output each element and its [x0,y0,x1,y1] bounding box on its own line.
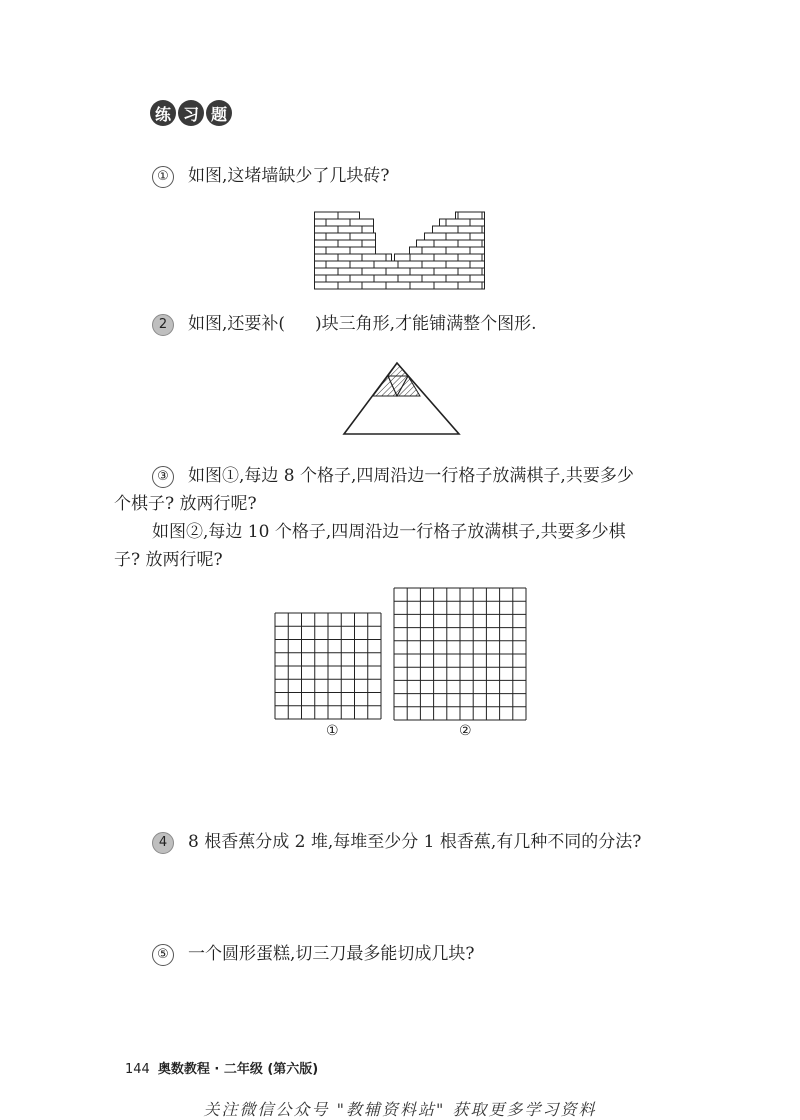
exercise-header [150,100,232,126]
question-text-pre: 如图,还要补( [188,314,286,334]
shaded-triangle [388,363,408,376]
book-title: 奥数教程 · 二年级 (第六版) [157,1062,319,1077]
question-3 [114,462,712,574]
question-1 [152,165,390,188]
question-number: ⑤ [152,944,174,966]
question-text: 个棋子? 放两行呢? [114,494,257,514]
question-text-post: )块三角形,才能铺满整个图形. [315,314,537,334]
grid-figure-1 [274,612,382,720]
grid-caption-1: ① [326,723,339,739]
question-number: ③ [152,466,174,488]
question-5 [152,943,475,966]
question-2 [152,313,537,336]
watermark: 关注微信公众号 "教辅资料站" 获取更多学习资料 [203,1100,597,1119]
question-number: 4 [152,832,174,854]
question-text: 如图①,每边 8 个格子,四周沿边一行格子放满棋子,共要多少 [188,466,634,486]
page-footer [125,1058,318,1077]
grid-figure-2 [393,587,527,721]
question-number: ① [152,166,174,188]
header-char: 习 [178,100,204,126]
question-text: 8 根香蕉分成 2 堆,每堆至少分 1 根香蕉,有几种不同的分法? [188,832,642,852]
grid-caption-2: ② [459,723,472,739]
question-number: 2 [152,314,174,336]
brick-wall-figure [314,211,486,290]
header-char: 题 [206,100,232,126]
header-char: 练 [150,100,176,126]
question-text: 一个圆形蛋糕,切三刀最多能切成几块? [188,944,475,964]
triangle-figure [340,358,464,438]
question-4 [152,831,641,854]
question-text: 子? 放两行呢? [114,550,223,570]
question-text: 如图②,每边 10 个格子,四周沿边一行格子放满棋子,共要多少棋 [152,522,626,542]
page-number: 144 [125,1062,150,1077]
question-text: 如图,这堵墙缺少了几块砖? [188,166,390,186]
